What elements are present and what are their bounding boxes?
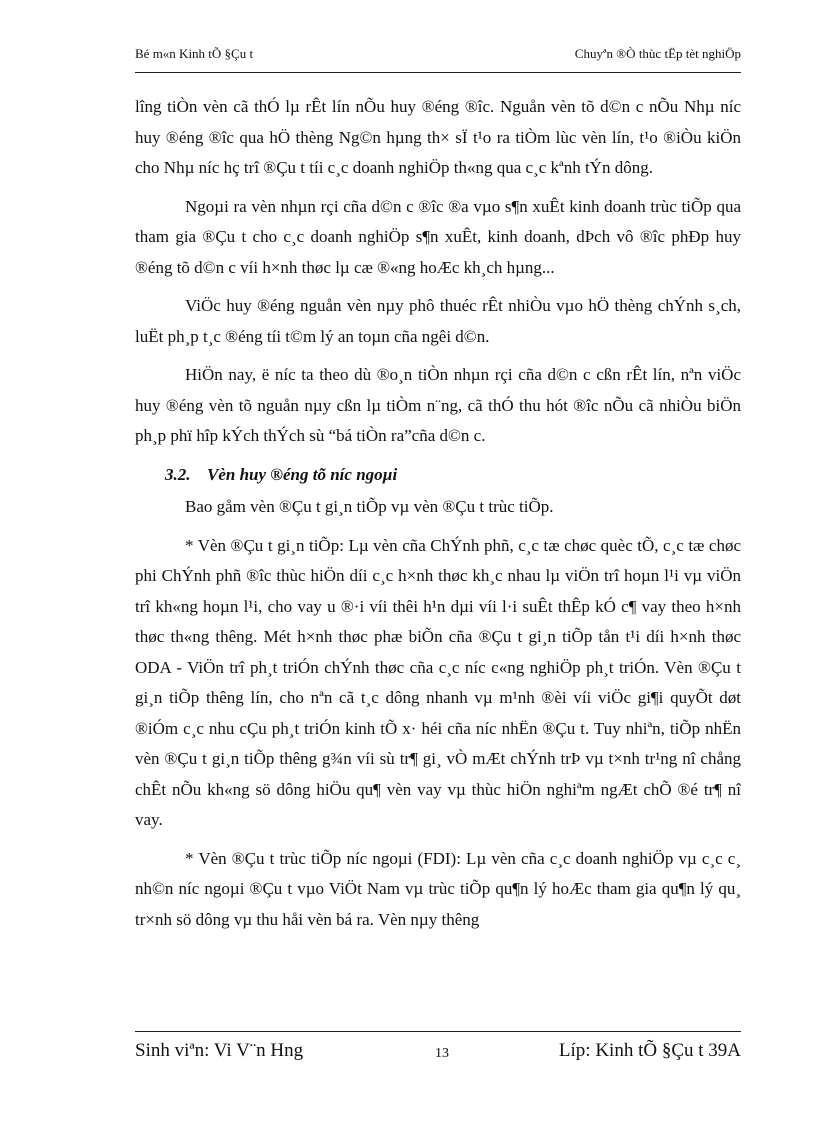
header-divider [135,72,741,73]
page-footer [135,1040,741,1070]
section-title: Vèn huy ®éng tõ níc ngoµi [207,464,398,484]
section-number: 3.2. [165,464,191,484]
footer-student-name: Sinh viªn: Vi V¨n Hng [135,1040,304,1061]
body-paragraph: lîng tiÒn vèn cã thÓ lµ rÊt lín nÕu huy ®éng ®îc. Nguån vèn tõ d©n c nÕu Nhµ níc huy ®éng ®îc qua hÖ thèng Ng©n hµng th× sÏ t¹o ra tiÒm lùc vèn lín, t¹o ®iÒu kiÖn cho Nhµ níc hç trî ®Çu t tíi c¸c doanh nghiÖp th«ng qua c¸c kªnh tÝn dông. [135,97,741,177]
body-paragraph: HiÖn nay, ë níc ta theo dù ®o¸n tiÒn nhµn rçi cña d©n c cßn rÊt lín, nªn viÖc huy ®éng vèn tõ nguån nµy cßn lµ tiÒm n¨ng, cã thÓ thu hót ®îc nÕu cã nhiÒu biÖn ph¸p phï hîp kÝch thÝch sù “bá tiÒn ra”cña d©n c. [135,365,741,445]
page-header [135,46,741,68]
footer-class: Líp: Kinh tÕ §Çu t 39A [558,1040,741,1061]
body-paragraph: ViÖc huy ®éng nguån vèn nµy phô thuéc rÊt nhiÒu vµo hÖ thèng chÝnh s¸ch, luËt ph¸p t¸c ®éng tíi t©m lý an toµn cña ngêi d©n. [135,296,741,346]
page-number: 13 [435,1046,449,1061]
footer-divider [135,1031,741,1032]
page-body [135,92,741,943]
body-paragraph: Ngoµi ra vèn nhµn rçi cña d©n c ®îc ®a vµo s¶n xuÊt kinh doanh trùc tiÕp qua tham gia ®Çu t cho c¸c doanh nghiÖp s¶n xuÊt, kinh doanh, dÞch vô ®îc phÐp huy ®éng tõ d©n c víi h×nh thøc lµ cæ ®«ng hoÆc kh¸ch hµng... [135,196,741,277]
body-paragraph: Bao gåm vèn ®Çu t gi¸n tiÕp vµ vèn ®Çu t trùc tiÕp. [185,497,554,516]
header-document-type: Chuyªn ®Ò thùc tËp tèt nghiÖp [574,46,741,61]
body-paragraph: * Vèn ®Çu t trùc tiÕp níc ngoµi (FDI): Lµ vèn cña c¸c doanh nghiÖp vµ c¸c c¸ nh©n níc ngoµi ®Çu t vµo ViÖt Nam vµ trùc tiÕp qu¶n lý hoÆc tham gia qu¶n lý qu¸ tr×nh sö dông vµ thu håi vèn bá ra. Vèn nµy thêng [135,848,741,929]
body-paragraph: * Vèn ®Çu t gi¸n tiÕp: Lµ vèn cña ChÝnh phñ, c¸c tæ chøc quèc tÕ, c¸c tæ chøc phi ChÝnh phñ ®îc thùc hiÖn díi c¸c h×nh thøc kh¸c nhau lµ viÖn trî hoµn l¹i vµ viÖn trî kh«ng hoµn l¹i, cho vay u ®·i víi thêi h¹n dµi víi l·i suÊt thÊp kÓ c¶ vay theo h×nh thøc th«ng thêng. Mét h×nh thøc phæ biÕn cña ®Çu t gi¸n tiÕp tån t¹i díi h×nh thøc ODA - ViÖn trî ph¸t triÓn chÝnh thøc cña c¸c níc c«ng nghiÖp ph¸t triÓn. Vèn ®Çu t gi¸n tiÕp thêng lín, cho nªn cã t¸c dông nhanh vµ m¹nh ®èi víi viÖc gi¶i quyÕt døt ®iÓm c¸c nhu cÇu ph¸t triÓn kinh tÕ x· héi cña níc nhËn ®Çu t. Tuy nhiªn, tiÕp nhËn vèn ®Çu t gi¸n tiÕp thêng g¾n víi sù tr¶ gi¸ vÒ mÆt chÝnh trÞ vµ t×nh tr¹ng nî chång chÊt nÕu kh«ng sö dông hiÖu qu¶ vèn vay vµ thùc hiÖn nghiªm ngÆt chÕ ®é tr¶ nî vay. [135,535,741,829]
section-heading [165,460,741,491]
header-department: Bé m«n Kinh tÕ §Çu t [135,46,254,61]
